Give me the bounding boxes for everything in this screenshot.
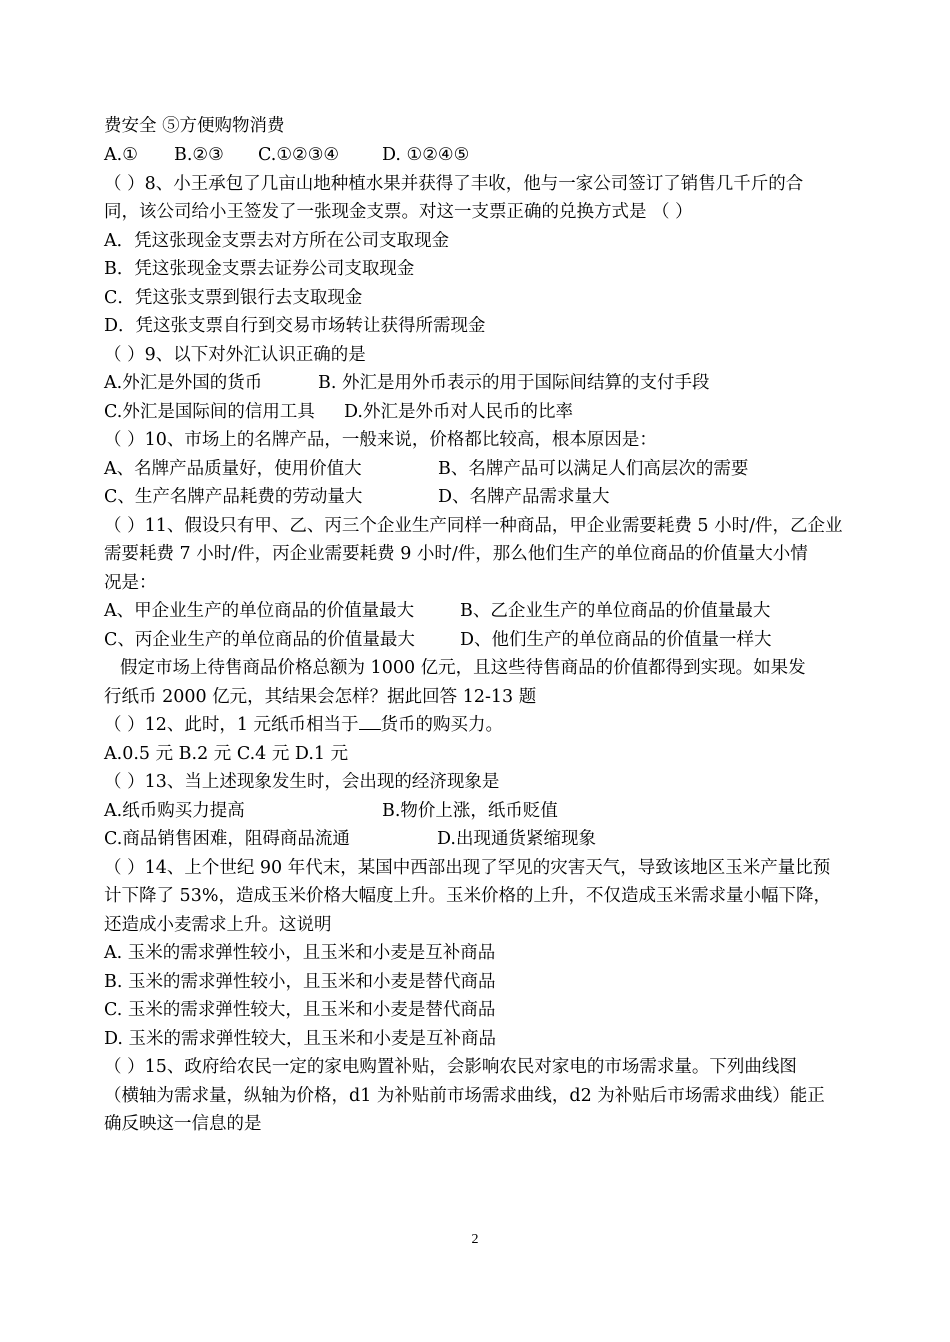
q14-stem-line1: （ ）14、上个世纪 90 年代末，某国中西部出现了罕见的灾害天气，导致该地区玉米产量比预 xyxy=(104,858,831,878)
q11-option-a: A、甲企业生产的单位商品的价值量最大 xyxy=(104,601,415,621)
q15-stem-line1: （ ）15、政府给农民一定的家电购置补贴，会影响农民对家电的市场需求量。下列曲线图 xyxy=(104,1057,797,1077)
continued-options-line: 费安全 ⑤方便购物消费 xyxy=(104,116,285,136)
q8-option-b: B．凭这张现金支票去证券公司支取现金 xyxy=(104,259,415,279)
q10-option-d: D、名牌产品需求量大 xyxy=(438,487,610,507)
answer-blank xyxy=(359,715,381,730)
q11-option-b: B、乙企业生产的单位商品的价值量最大 xyxy=(460,601,771,621)
q14-option-a: A. 玉米的需求弹性较小，且玉米和小麦是互补商品 xyxy=(104,943,496,963)
q9-option-d: D.外汇是外币对人民币的比率 xyxy=(344,402,573,422)
q8-option-a: A．凭这张现金支票去对方所在公司支取现金 xyxy=(104,231,450,251)
q15-stem-line3: 确反映这一信息的是 xyxy=(104,1114,262,1134)
q11-stem-line2: 需要耗费 7 小时/件，丙企业需要耗费 9 小时/件，那么他们生产的单位商品的价值量大小情 xyxy=(104,544,808,564)
q10-option-c: C、生产名牌产品耗费的劳动量大 xyxy=(104,487,363,507)
q14-option-b: B. 玉米的需求弹性较小，且玉米和小麦是替代商品 xyxy=(104,972,496,992)
q10-option-b: B、名牌产品可以满足人们高层次的需要 xyxy=(438,459,749,479)
q15-stem-line2: （横轴为需求量，纵轴为价格，d1 为补贴前市场需求曲线，d2 为补贴后市场需求曲线）能正 xyxy=(104,1086,825,1106)
passage-12-line1: 假定市场上待售商品价格总额为 1000 亿元，且这些待售商品的价值都得到实现。如果发 xyxy=(120,658,806,678)
q10-stem: （ ）10、市场上的名牌产品，一般来说，价格都比较高，根本原因是： xyxy=(104,430,657,450)
q12-options: A.0.5 元 B.2 元 C.4 元 D.1 元 xyxy=(104,744,349,764)
q8-stem-line1: （ ）8、小王承包了几亩山地种植水果并获得了丰收，他与一家公司签订了销售几千斤的合 xyxy=(104,174,804,194)
q9-option-c: C.外汇是国际间的信用工具 xyxy=(104,402,315,422)
q9-option-a: A.外汇是外国的货币 xyxy=(104,373,263,393)
q13-stem: （ ）13、当上述现象发生时，会出现的经济现象是 xyxy=(104,772,500,792)
q10-option-a: A、名牌产品质量好，使用价值大 xyxy=(104,459,362,479)
q12-stem xyxy=(104,711,503,739)
passage-12-line2: 行纸币 2000 亿元，其结果会怎样？据此回答 12-13 题 xyxy=(104,687,537,707)
q14-stem-line3: 还造成小麦需求上升。这说明 xyxy=(104,915,332,935)
q13-option-d: D.出现通货紧缩现象 xyxy=(437,829,596,849)
q14-option-c: C. 玉米的需求弹性较大，且玉米和小麦是替代商品 xyxy=(104,1000,496,1020)
q11-option-d: D、他们生产的单位商品的价值量一样大 xyxy=(460,630,772,650)
q11-stem-line1: （ ）11、假设只有甲、乙、丙三个企业生产同样一种商品，甲企业需要耗费 5 小时/件，乙企业 xyxy=(104,516,843,536)
q11-option-c: C、丙企业生产的单位商品的价值量最大 xyxy=(104,630,415,650)
option-d: D. ①②④⑤ xyxy=(382,145,470,165)
page-number: 2 xyxy=(471,1232,479,1247)
option-c: C.①②③④ xyxy=(258,145,340,165)
q13-option-a: A.纸币购买力提高 xyxy=(104,801,245,821)
option-b: B.②③ xyxy=(174,145,224,165)
q8-option-d: D．凭这张支票自行到交易市场转让获得所需现金 xyxy=(104,316,486,336)
q11-stem-line3: 况是： xyxy=(104,573,157,593)
q12-stem-text: （ ）12、此时，1 元纸币相当于 xyxy=(104,715,359,735)
q8-stem-line2: 同，该公司给小王签发了一张现金支票。对这一支票正确的兑换方式是 （ ） xyxy=(104,202,693,222)
q9-option-b: B. 外汇是用外币表示的用于国际间结算的支付手段 xyxy=(318,373,710,393)
q8-option-c: C．凭这张支票到银行去支取现金 xyxy=(104,288,363,308)
q9-stem: （ ）9、以下对外汇认识正确的是 xyxy=(104,345,366,365)
q13-option-c: C.商品销售困难，阻碍商品流通 xyxy=(104,829,350,849)
q12-stem-tail: 货币的购买力。 xyxy=(380,715,504,735)
q14-stem-line2: 计下降了 53%，造成玉米价格大幅度上升。玉米价格的上升，不仅造成玉米需求量小幅下降， xyxy=(104,886,831,906)
q13-option-b: B.物价上涨，纸币贬值 xyxy=(382,801,558,821)
q14-option-d: D. 玉米的需求弹性较大，且玉米和小麦是互补商品 xyxy=(104,1029,497,1049)
option-a: A.① xyxy=(104,145,138,165)
